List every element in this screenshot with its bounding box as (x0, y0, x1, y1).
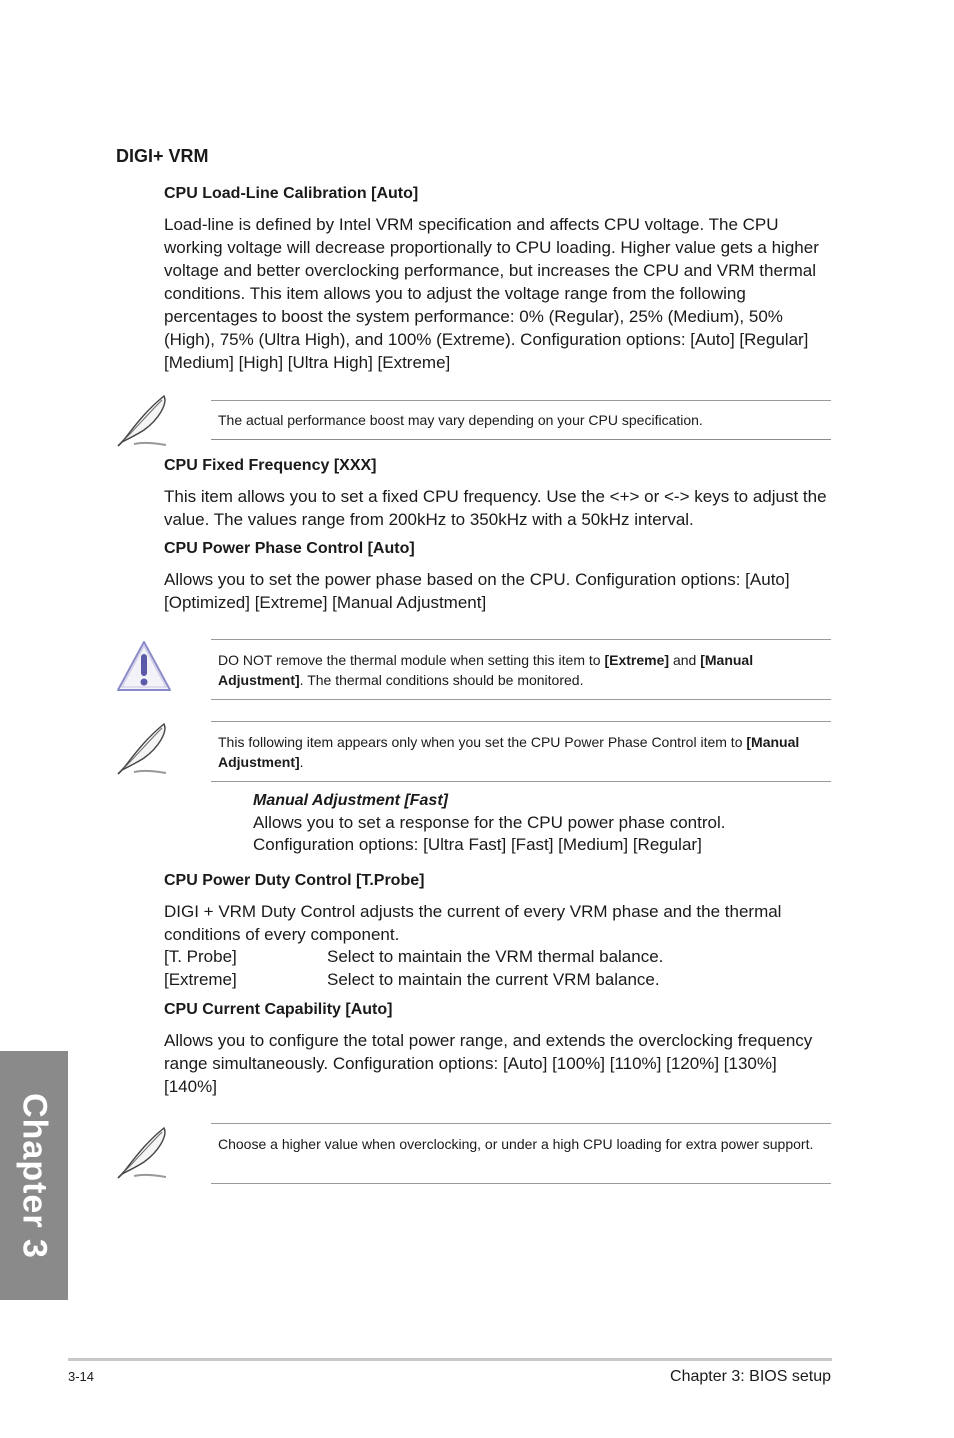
duty-option-desc: Select to maintain the current VRM balance. (327, 970, 660, 989)
note2-text-post: . (299, 754, 304, 770)
warning-text-bold-manual: [Manual Adjustment] (218, 652, 754, 688)
manual-adjustment-line1: Allows you to set a response for the CPU power phase control. (253, 813, 726, 832)
chapter-side-tab (0, 1051, 68, 1300)
page-number: 3-14 (68, 1369, 95, 1384)
manual-adjustment-line2: Configuration options: [Ultra Fast] [Fast] [Medium] [Regular] (253, 835, 702, 854)
phase-control-title: CPU Power Phase Control [Auto] (164, 540, 415, 557)
note2-top-rule (211, 721, 831, 722)
duty-option-key: [Extreme] (164, 970, 237, 989)
note-manual-adjustment (218, 732, 818, 772)
current-capability-title: CPU Current Capability [Auto] (164, 1001, 393, 1018)
fixed-frequency-description: This item allows you to set a fixed CPU frequency. Use the <+> or <-> keys to adjust the value. The values range from 200kHz to 350kHz with a 50kHz interval. (164, 487, 827, 529)
note3-bottom-rule (211, 1183, 831, 1184)
note2-text-bold: [Manual Adjustment] (218, 734, 800, 770)
quill-pen-icon (114, 1122, 174, 1182)
quill-pen-icon (114, 390, 174, 450)
note3-top-rule (211, 1123, 831, 1124)
note-top-rule (211, 400, 831, 401)
llc-description: Load-line is defined by Intel VRM specification and affects CPU voltage. The CPU working voltage will decrease proportionally to CPU loading. Higher value gets a higher voltage and better overclocking performance, but increases the CPU and VRM thermal conditions. This item allows you to adjust the voltage range from the following percentages to boost the system performance: 0% (Regular), 25% (Medium), 50% (High), 75% (Ultra High), and 100% (Extreme). Configuration options: [Auto] [Regular] [Medium] [High] [Ultra High] [Extreme] (164, 215, 819, 372)
note-bottom-rule (211, 439, 831, 440)
warning-bottom-rule (211, 699, 831, 700)
warning-triangle-icon (114, 636, 174, 696)
fixed-frequency-title: CPU Fixed Frequency [XXX] (164, 457, 377, 474)
footer-chapter-title: Chapter 3: BIOS setup (670, 1368, 831, 1385)
note-performance-boost: The actual performance boost may vary depending on your CPU specification. (218, 412, 703, 428)
llc-title: CPU Load-Line Calibration [Auto] (164, 185, 419, 202)
warning-text-bold-extreme: [Extreme] (604, 652, 670, 668)
note2-text-pre: This following item appears only when you set the CPU Power Phase Control item to (218, 734, 747, 750)
duty-option-key: [T. Probe] (164, 947, 237, 966)
footer-rule (68, 1358, 832, 1361)
current-capability-description: Allows you to configure the total power range, and extends the overclocking frequency range simultaneously. Configuration options: [Auto] [100%] [110%] [120%] [130%] [140%] (164, 1031, 813, 1096)
chapter-side-tab-label: Chapter 3 (15, 1092, 54, 1259)
warning-text-pre: DO NOT remove the thermal module when setting this item to (218, 652, 605, 668)
duty-control-description: DIGI + VRM Duty Control adjusts the current of every VRM phase and the thermal conditions of every component. (164, 902, 782, 944)
duty-option-desc: Select to maintain the VRM thermal balance. (327, 947, 664, 966)
manual-adjustment-title: Manual Adjustment [Fast] (253, 792, 448, 809)
quill-pen-icon (114, 718, 174, 778)
duty-control-title: CPU Power Duty Control [T.Probe] (164, 872, 425, 889)
phase-control-description: Allows you to set the power phase based on the CPU. Configuration options: [Auto] [Optimized] [Extreme] [Manual Adjustment] (164, 570, 790, 612)
warning-text-post: . The thermal conditions should be monitored. (299, 672, 584, 688)
note2-bottom-rule (211, 781, 831, 782)
warning-text-mid: and (669, 652, 701, 668)
note-overclocking: Choose a higher value when overclocking, or under a high CPU loading for extra power support. (218, 1136, 814, 1152)
section-title: DIGI+ VRM (116, 146, 209, 166)
warning-thermal-module (218, 650, 818, 690)
warning-top-rule (211, 639, 831, 640)
